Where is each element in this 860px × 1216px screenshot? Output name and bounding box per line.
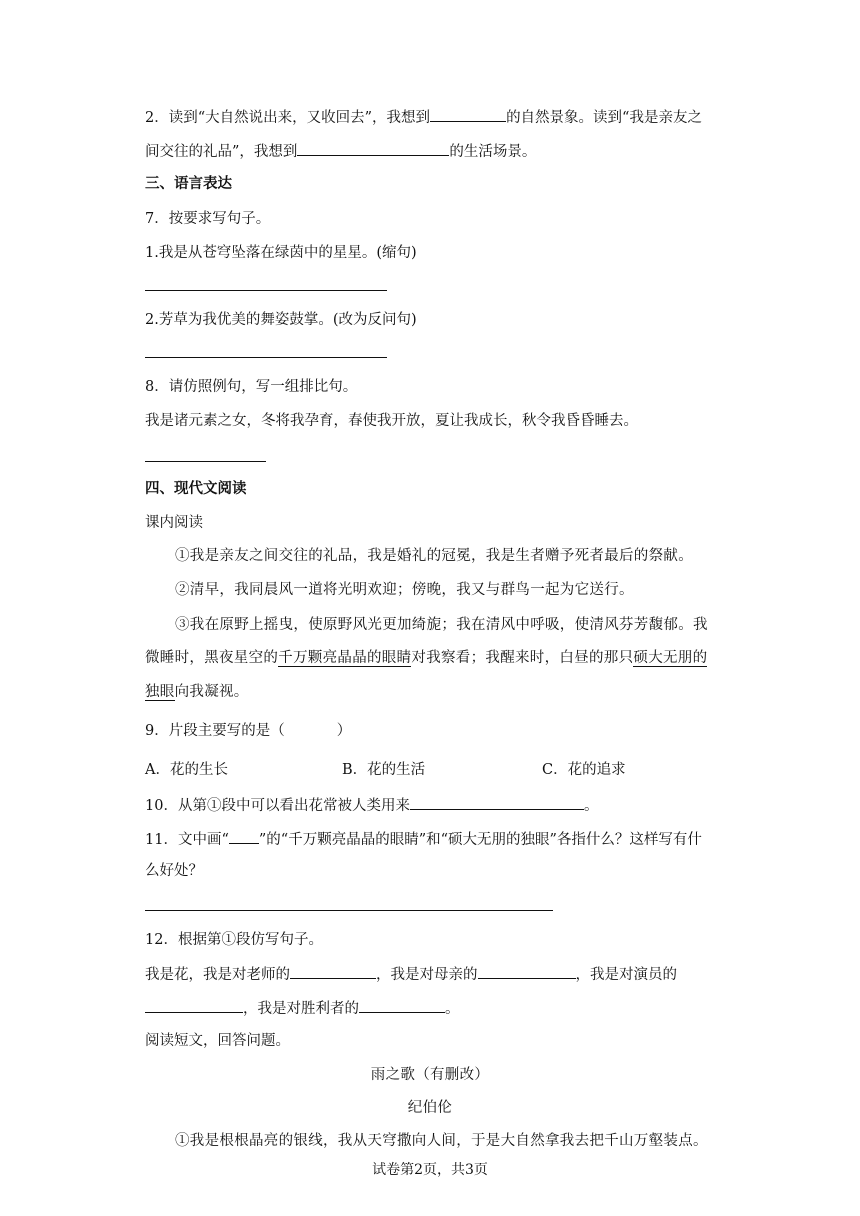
passage-para-3-line-1: ③我在原野上摇曳，使原野风光更加绮旎；我在清风中呼吸，使清风芬芳馥郁。我 <box>175 617 708 633</box>
q2-text-a2: 的自然景象。读到“我是亲友之 <box>506 110 702 126</box>
q11-underline-sample <box>229 828 259 844</box>
q10-line <box>145 794 598 816</box>
q2-blank-2[interactable] <box>297 140 449 156</box>
q10-text: 10．从第①段中可以看出花常被人类用来 <box>145 798 410 814</box>
q9-options <box>145 760 745 780</box>
q7-title: 7．按要求写句子。 <box>145 211 271 227</box>
rain-author: 纪伯伦 <box>407 1100 453 1116</box>
q12-text-a2: ，我是对母亲的 <box>376 967 478 983</box>
passage-para-3-line-3 <box>145 682 249 702</box>
q7-sentence-1: 1.我是从苍穹坠落在绿茵中的星星。(缩句) <box>145 245 417 261</box>
q12-blank-teacher[interactable] <box>290 963 376 979</box>
underlined-stars-phrase: 千万颗亮晶晶的眼睛 <box>278 650 412 666</box>
page-footer: 试卷第2页，共3页 <box>372 1162 488 1178</box>
q12-title: 12．根据第①段仿写句子。 <box>145 932 323 948</box>
q12-text-a1: 我是花，我是对老师的 <box>145 967 290 983</box>
passage-text: 向我凝视。 <box>174 684 249 700</box>
q2-blank-1[interactable] <box>430 106 506 122</box>
q11-text-a1: 11．文中画“ <box>145 832 229 848</box>
underlined-sun-phrase: 硕大无朋的 <box>633 650 708 666</box>
q9-stem <box>145 721 351 741</box>
passage-text: 对我察看；我醒来时，白昼的那只 <box>411 650 634 666</box>
q9-option-b[interactable]: B．花的生活 <box>342 762 426 778</box>
underlined-sun-phrase-end: 独眼 <box>145 684 175 700</box>
rain-para-1: ①我是根根晶亮的银线，我从天穹撒向人间，于是大自然拿我去把千山万壑装点。 <box>175 1133 708 1149</box>
q7-answer-line-1[interactable] <box>145 290 387 291</box>
q12-text-b2: 。 <box>445 1001 460 1017</box>
q12-line-1 <box>145 963 677 985</box>
passage-para-2: ②清早，我同晨风一道将光明欢迎；傍晚，我又与群鸟一起为它送行。 <box>175 582 634 598</box>
q12-text-b1: ，我是对胜利者的 <box>243 1001 359 1017</box>
q8-example: 我是诸元素之女，冬将我孕育，春使我开放，夏让我成长，秋令我昏昏睡去。 <box>145 413 638 429</box>
q12-line-2 <box>145 997 460 1019</box>
q9-stem-text: 9．片段主要写的是（ <box>145 723 285 739</box>
q9-option-a[interactable]: A．花的生长 <box>145 762 228 778</box>
q2-text-b1: 间交往的礼品”，我想到 <box>145 144 298 160</box>
section-3-heading: 三、语言表达 <box>145 175 232 192</box>
q2-line-2 <box>145 140 536 162</box>
q2-text-b2: 的生活场景。 <box>449 144 537 160</box>
q12-blank-mother[interactable] <box>478 963 576 979</box>
q10-end: 。 <box>583 798 599 814</box>
q11-line-1 <box>145 828 702 850</box>
q12-blank-actor[interactable] <box>145 997 243 1013</box>
in-class-reading-label: 课内阅读 <box>145 515 203 531</box>
rain-title: 雨之歌（有删改） <box>370 1067 490 1083</box>
passage-text: 微睡时，黑夜星空的 <box>145 650 279 666</box>
q9-close-paren: ） <box>336 723 352 739</box>
q11-text-a2: ”的“千万颗亮晶晶的眼睛”和“硕大无朋的独眼”各指什么？这样写有什 <box>258 832 702 848</box>
q8-title: 8．请仿照例句，写一组排比句。 <box>145 379 358 395</box>
q11-line-2: 么好处？ <box>145 863 203 879</box>
q10-blank[interactable] <box>410 794 584 810</box>
q12-blank-winner[interactable] <box>359 997 445 1013</box>
q2-text-a1: 2．读到“大自然说出来，又收回去”，我想到 <box>145 110 431 126</box>
q2-line-1 <box>145 106 702 128</box>
q9-option-c[interactable]: C．花的追求 <box>542 762 626 778</box>
passage-para-1: ①我是亲友之间交往的礼品，我是婚礼的冠冕，我是生者赠予死者最后的祭献。 <box>175 548 693 564</box>
read-instruction: 阅读短文，回答问题。 <box>145 1033 290 1049</box>
q12-text-a3: ，我是对演员的 <box>575 967 677 983</box>
section-4-heading: 四、现代文阅读 <box>145 480 247 497</box>
q11-answer-line[interactable] <box>145 910 553 911</box>
q7-answer-line-2[interactable] <box>145 357 387 358</box>
q7-sentence-2: 2.芳草为我优美的舞姿鼓掌。(改为反问句) <box>145 312 417 328</box>
q8-answer-line[interactable] <box>145 461 266 462</box>
passage-para-3-line-2 <box>145 648 707 668</box>
